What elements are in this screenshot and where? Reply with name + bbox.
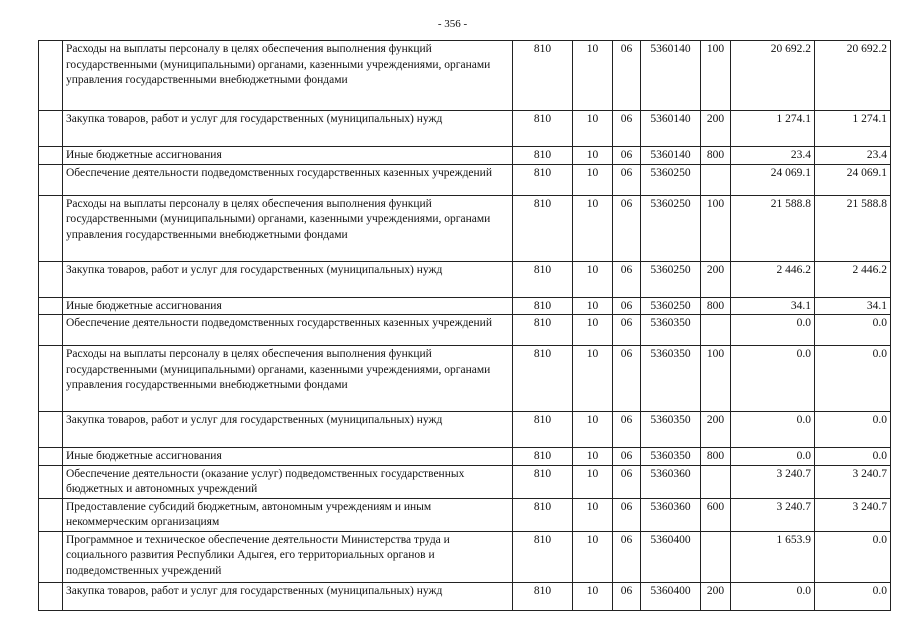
row-admin-code: 810 (513, 147, 573, 165)
row-admin-code: 810 (513, 412, 573, 448)
row-amount-2: 34.1 (815, 297, 891, 315)
row-amount-1: 3 240.7 (731, 465, 815, 498)
row-number-cell (39, 164, 63, 195)
row-expense-type-code: 200 (701, 261, 731, 297)
row-expense-type-code: 800 (701, 297, 731, 315)
row-target-article-code: 5360250 (641, 195, 701, 261)
row-admin-code: 810 (513, 582, 573, 610)
row-subsection-code: 06 (613, 297, 641, 315)
row-description: Иные бюджетные ассигнования (63, 297, 513, 315)
row-section-code: 10 (573, 498, 613, 531)
row-description: Программное и техническое обеспечение деятельности Министерства труда и социального развития Республики Адыгея, его территориальных органов и подведомственных учреждений (63, 531, 513, 582)
row-amount-1: 20 692.2 (731, 41, 815, 111)
row-amount-1: 23.4 (731, 147, 815, 165)
row-section-code: 10 (573, 465, 613, 498)
row-amount-2: 2 446.2 (815, 261, 891, 297)
row-section-code: 10 (573, 111, 613, 147)
table-row (39, 531, 891, 582)
row-amount-1: 0.0 (731, 412, 815, 448)
row-subsection-code: 06 (613, 261, 641, 297)
table-row (39, 41, 891, 111)
table-row (39, 346, 891, 412)
row-section-code: 10 (573, 297, 613, 315)
row-expense-type-code (701, 465, 731, 498)
row-number-cell (39, 448, 63, 466)
row-amount-2: 0.0 (815, 582, 891, 610)
row-expense-type-code (701, 531, 731, 582)
row-amount-2: 0.0 (815, 531, 891, 582)
table-row (39, 582, 891, 610)
row-subsection-code: 06 (613, 41, 641, 111)
row-number-cell (39, 297, 63, 315)
row-amount-2: 0.0 (815, 346, 891, 412)
row-subsection-code: 06 (613, 498, 641, 531)
row-amount-2: 3 240.7 (815, 465, 891, 498)
row-expense-type-code: 200 (701, 582, 731, 610)
row-expense-type-code: 100 (701, 41, 731, 111)
row-number-cell (39, 465, 63, 498)
row-target-article-code: 5360140 (641, 111, 701, 147)
row-description: Закупка товаров, работ и услуг для государственных (муниципальных) нужд (63, 582, 513, 610)
row-section-code: 10 (573, 582, 613, 610)
row-target-article-code: 5360250 (641, 261, 701, 297)
row-subsection-code: 06 (613, 412, 641, 448)
row-section-code: 10 (573, 261, 613, 297)
row-admin-code: 810 (513, 346, 573, 412)
row-target-article-code: 5360350 (641, 315, 701, 346)
row-description: Обеспечение деятельности подведомственных государственных казенных учреждений (63, 315, 513, 346)
table-row (39, 111, 891, 147)
table-row (39, 297, 891, 315)
row-amount-1: 1 653.9 (731, 531, 815, 582)
row-expense-type-code: 200 (701, 412, 731, 448)
row-amount-1: 0.0 (731, 582, 815, 610)
row-subsection-code: 06 (613, 315, 641, 346)
row-subsection-code: 06 (613, 164, 641, 195)
row-target-article-code: 5360400 (641, 531, 701, 582)
row-target-article-code: 5360140 (641, 147, 701, 165)
row-admin-code: 810 (513, 315, 573, 346)
row-number-cell (39, 195, 63, 261)
row-amount-1: 2 446.2 (731, 261, 815, 297)
table-row (39, 465, 891, 498)
row-expense-type-code: 600 (701, 498, 731, 531)
row-number-cell (39, 346, 63, 412)
row-target-article-code: 5360250 (641, 164, 701, 195)
row-number-cell (39, 498, 63, 531)
row-amount-2: 21 588.8 (815, 195, 891, 261)
row-target-article-code: 5360140 (641, 41, 701, 111)
row-section-code: 10 (573, 41, 613, 111)
row-expense-type-code (701, 164, 731, 195)
row-expense-type-code: 200 (701, 111, 731, 147)
row-number-cell (39, 582, 63, 610)
row-number-cell (39, 111, 63, 147)
row-description: Иные бюджетные ассигнования (63, 147, 513, 165)
row-subsection-code: 06 (613, 195, 641, 261)
row-amount-2: 0.0 (815, 412, 891, 448)
row-description: Закупка товаров, работ и услуг для государственных (муниципальных) нужд (63, 412, 513, 448)
row-section-code: 10 (573, 147, 613, 165)
row-description: Иные бюджетные ассигнования (63, 448, 513, 466)
row-amount-2: 0.0 (815, 448, 891, 466)
row-description: Предоставление субсидий бюджетным, автономным учреждениям и иным некоммерческим организациям (63, 498, 513, 531)
row-admin-code: 810 (513, 531, 573, 582)
row-amount-2: 1 274.1 (815, 111, 891, 147)
row-target-article-code: 5360360 (641, 465, 701, 498)
row-amount-1: 21 588.8 (731, 195, 815, 261)
row-description: Обеспечение деятельности (оказание услуг) подведомственных государственных бюджетных и автономных учреждений (63, 465, 513, 498)
row-expense-type-code: 800 (701, 448, 731, 466)
row-section-code: 10 (573, 164, 613, 195)
row-section-code: 10 (573, 412, 613, 448)
row-target-article-code: 5360350 (641, 448, 701, 466)
row-subsection-code: 06 (613, 531, 641, 582)
row-number-cell (39, 315, 63, 346)
row-number-cell (39, 41, 63, 111)
row-amount-1: 34.1 (731, 297, 815, 315)
row-amount-1: 0.0 (731, 448, 815, 466)
row-admin-code: 810 (513, 195, 573, 261)
row-expense-type-code (701, 315, 731, 346)
table-row (39, 164, 891, 195)
row-amount-2: 0.0 (815, 315, 891, 346)
row-target-article-code: 5360250 (641, 297, 701, 315)
row-section-code: 10 (573, 346, 613, 412)
row-expense-type-code: 100 (701, 195, 731, 261)
row-amount-2: 23.4 (815, 147, 891, 165)
table-row (39, 448, 891, 466)
row-target-article-code: 5360350 (641, 346, 701, 412)
page-number: - 356 - (437, 18, 468, 30)
row-section-code: 10 (573, 195, 613, 261)
row-section-code: 10 (573, 448, 613, 466)
table-row (39, 147, 891, 165)
row-admin-code: 810 (513, 111, 573, 147)
row-subsection-code: 06 (613, 147, 641, 165)
row-target-article-code: 5360400 (641, 582, 701, 610)
row-number-cell (39, 412, 63, 448)
row-expense-type-code: 100 (701, 346, 731, 412)
row-amount-1: 24 069.1 (731, 164, 815, 195)
row-admin-code: 810 (513, 498, 573, 531)
row-amount-2: 20 692.2 (815, 41, 891, 111)
row-admin-code: 810 (513, 41, 573, 111)
table-row (39, 261, 891, 297)
row-description: Расходы на выплаты персоналу в целях обеспечения выполнения функций государственными (муниципальными) органами, казенными учреждениями, органами управления государственными внебюджетными фондами (63, 195, 513, 261)
table-row (39, 315, 891, 346)
row-subsection-code: 06 (613, 448, 641, 466)
row-expense-type-code: 800 (701, 147, 731, 165)
row-target-article-code: 5360360 (641, 498, 701, 531)
row-subsection-code: 06 (613, 582, 641, 610)
budget-table-body (39, 41, 891, 611)
row-description: Закупка товаров, работ и услуг для государственных (муниципальных) нужд (63, 261, 513, 297)
row-amount-2: 3 240.7 (815, 498, 891, 531)
table-row (39, 412, 891, 448)
row-amount-1: 0.0 (731, 315, 815, 346)
row-admin-code: 810 (513, 448, 573, 466)
row-section-code: 10 (573, 531, 613, 582)
row-amount-2: 24 069.1 (815, 164, 891, 195)
row-target-article-code: 5360350 (641, 412, 701, 448)
row-description: Обеспечение деятельности подведомственных государственных казенных учреждений (63, 164, 513, 195)
table-row (39, 195, 891, 261)
row-description: Закупка товаров, работ и услуг для государственных (муниципальных) нужд (63, 111, 513, 147)
row-amount-1: 3 240.7 (731, 498, 815, 531)
row-admin-code: 810 (513, 261, 573, 297)
row-subsection-code: 06 (613, 111, 641, 147)
row-description: Расходы на выплаты персоналу в целях обеспечения выполнения функций государственными (муниципальными) органами, казенными учреждениями, органами управления государственными внебюджетными фондами (63, 346, 513, 412)
row-amount-1: 0.0 (731, 346, 815, 412)
row-subsection-code: 06 (613, 346, 641, 412)
budget-table (38, 40, 891, 611)
row-admin-code: 810 (513, 164, 573, 195)
row-number-cell (39, 531, 63, 582)
row-description: Расходы на выплаты персоналу в целях обеспечения выполнения функций государственными (муниципальными) органами, казенными учреждениями, органами управления государственными внебюджетными фондами (63, 41, 513, 111)
row-section-code: 10 (573, 315, 613, 346)
row-admin-code: 810 (513, 465, 573, 498)
row-amount-1: 1 274.1 (731, 111, 815, 147)
row-admin-code: 810 (513, 297, 573, 315)
row-subsection-code: 06 (613, 465, 641, 498)
row-number-cell (39, 261, 63, 297)
table-row (39, 498, 891, 531)
row-number-cell (39, 147, 63, 165)
